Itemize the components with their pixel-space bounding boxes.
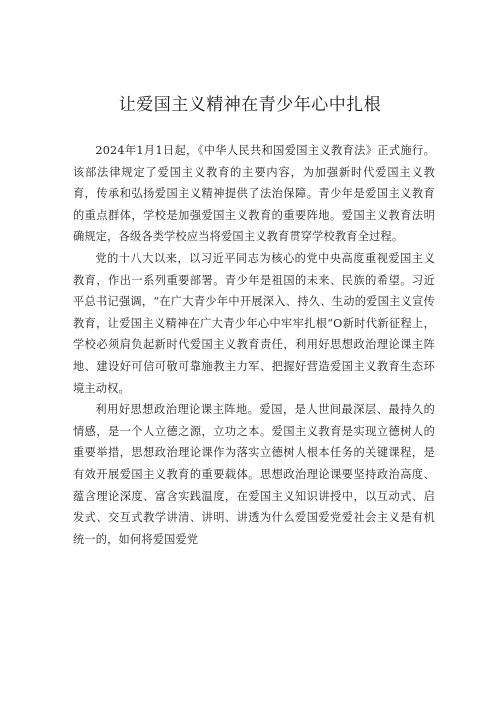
- document-body: [73, 140, 435, 550]
- paragraph-1: 2024年1月1日起，《中华人民共和国爱国主义教育法》正式施行。该部法律规定了爱国主义教育的主要内容，为加强新时代爱国主义教育，传承和弘扬爱国主义精神提供了法治保障。青少年是爱国主义教育的重点群体，学校是加强爱国主义教育的重要阵地。爱国主义教育法明确规定，各级各类学校应当将爱国主义教育贯穿学校教育全过程。: [73, 144, 435, 244]
- document-title: 让爱国主义精神在青少年心中扎根: [118, 95, 382, 115]
- paragraph-2: 党的十八大以来，以习近平同志为核心的党中央高度重视爱国主义教育，作出一系列重要部署。青少年是祖国的未来、民族的希望。习近平总书记强调，“在广大青少年中开展深入、持久、生动的爱国主义宣传教育，让爱国主义精神在广大青少年心中牢牢扎根“O新时代新征程上，学校必须肩负起新时代爱国主义教育责任，利用好思想政治理论课主阵地、建设好可信可敬可靠施教主力军、把握好营造爱国主义教育生态环境主动权。: [73, 251, 435, 395]
- paragraph-3: 利用好思想政治理论课主阵地。爱国，是人世间最深层、最持久的情感，是一个人立德之源，立功之本。爱国主义教育是实现立德树人的重要举措，思想政治理论课作为落实立德树人根本任务的关键课程，是有效开展爱国主义教育的重要载体。思想政治理论课要坚持政治高度、蕴含理论深度、富含实践温度，在爱国主义知识讲授中，以互动式、启发式、交互式教学讲清、讲明、讲透为什么爱国爱党爱社会主义是有机统一的，如何将爱国爱党: [73, 403, 435, 546]
